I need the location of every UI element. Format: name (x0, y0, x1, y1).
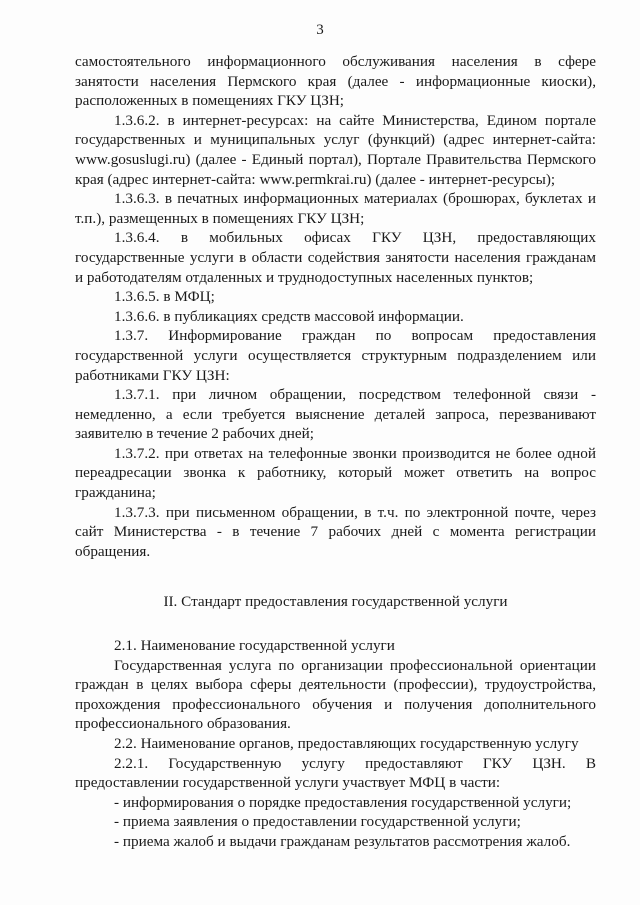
paragraph: 1.3.6.4. в мобильных офисах ГКУ ЦЗН, предоставляющих государственные услуги в области содействия занятости населения гражданам и работодателям отдаленных и труднодоступных населенных пунктов; (75, 229, 596, 286)
paragraph: 1.3.7.2. при ответах на телефонные звонки производится не более одной переадресации звонка к работнику, который может ответить на вопрос гражданина; (75, 444, 596, 502)
paragraph: 2.1. Наименование государственной услуги (114, 637, 395, 655)
section-two-body (75, 636, 596, 852)
document-body (75, 52, 596, 852)
paragraph: 1.3.7.1. при личном обращении, посредством телефонной связи - немедленно, а если требуется выяснение деталей запроса, перезванивают заявителю в течение 2 рабочих дней; (75, 386, 596, 443)
paragraph: 1.3.6.5. в МФЦ; (114, 288, 215, 306)
section-one-continuation (75, 52, 596, 561)
paragraph: - приема заявления о предоставлении государственной услуги; (114, 813, 521, 831)
page-number: 3 (316, 22, 324, 38)
paragraph: 2.2. Наименование органов, предоставляющих государственную услугу (114, 735, 579, 752)
paragraph: 1.3.6.2. в интернет-ресурсах: на сайте Министерства, Едином портале государственных и муниципальных услуг (функций) (адрес интернет-сайта: www.gosuslugi.ru) (далее - Единый портал), Портале Правительства Пермского края (адрес интернет-сайта: www.permkrai.ru) (далее - интернет-ресурсы); (75, 111, 596, 188)
paragraph: - информирования о порядке предоставления государственной услуги; (114, 793, 572, 811)
paragraph: самостоятельного информационного обслуживания населения в сфере занятости населения Пермского края (далее - информационные киоски), расположенных в помещениях ГКУ ЦЗН; (75, 53, 596, 110)
paragraph: 2.2.1. Государственную услугу предоставляют ГКУ ЦЗН. В предоставлении государственной услуги участвует МФЦ в части: (75, 754, 596, 792)
paragraph: 1.3.6.3. в печатных информационных материалах (брошюрах, буклетах и т.п.), размещенных в помещениях ГКУ ЦЗН; (75, 190, 596, 227)
paragraph: 1.3.6.6. в публикациях средств массовой информации. (114, 307, 464, 325)
paragraph: - приема жалоб и выдачи гражданам результатов рассмотрения жалоб. (114, 832, 571, 850)
section-heading: II. Стандарт предоставления государственной услуги (163, 593, 508, 611)
paragraph: 1.3.7. Информирование граждан по вопросам предоставления государственной услуги осуществляется структурным подразделением или работниками ГКУ ЦЗН: (75, 327, 596, 384)
paragraph: 1.3.7.3. при письменном обращении, в т.ч. по электронной почте, через сайт Министерства - в течение 7 рабочих дней с момента регистрации обращения. (75, 503, 596, 560)
paragraph: Государственная услуга по организации профессиональной ориентации граждан в целях выбора сферы деятельности (профессии), трудоустройства, прохождения профессионального обучения и получения дополнительного профессионального образования. (75, 656, 596, 733)
